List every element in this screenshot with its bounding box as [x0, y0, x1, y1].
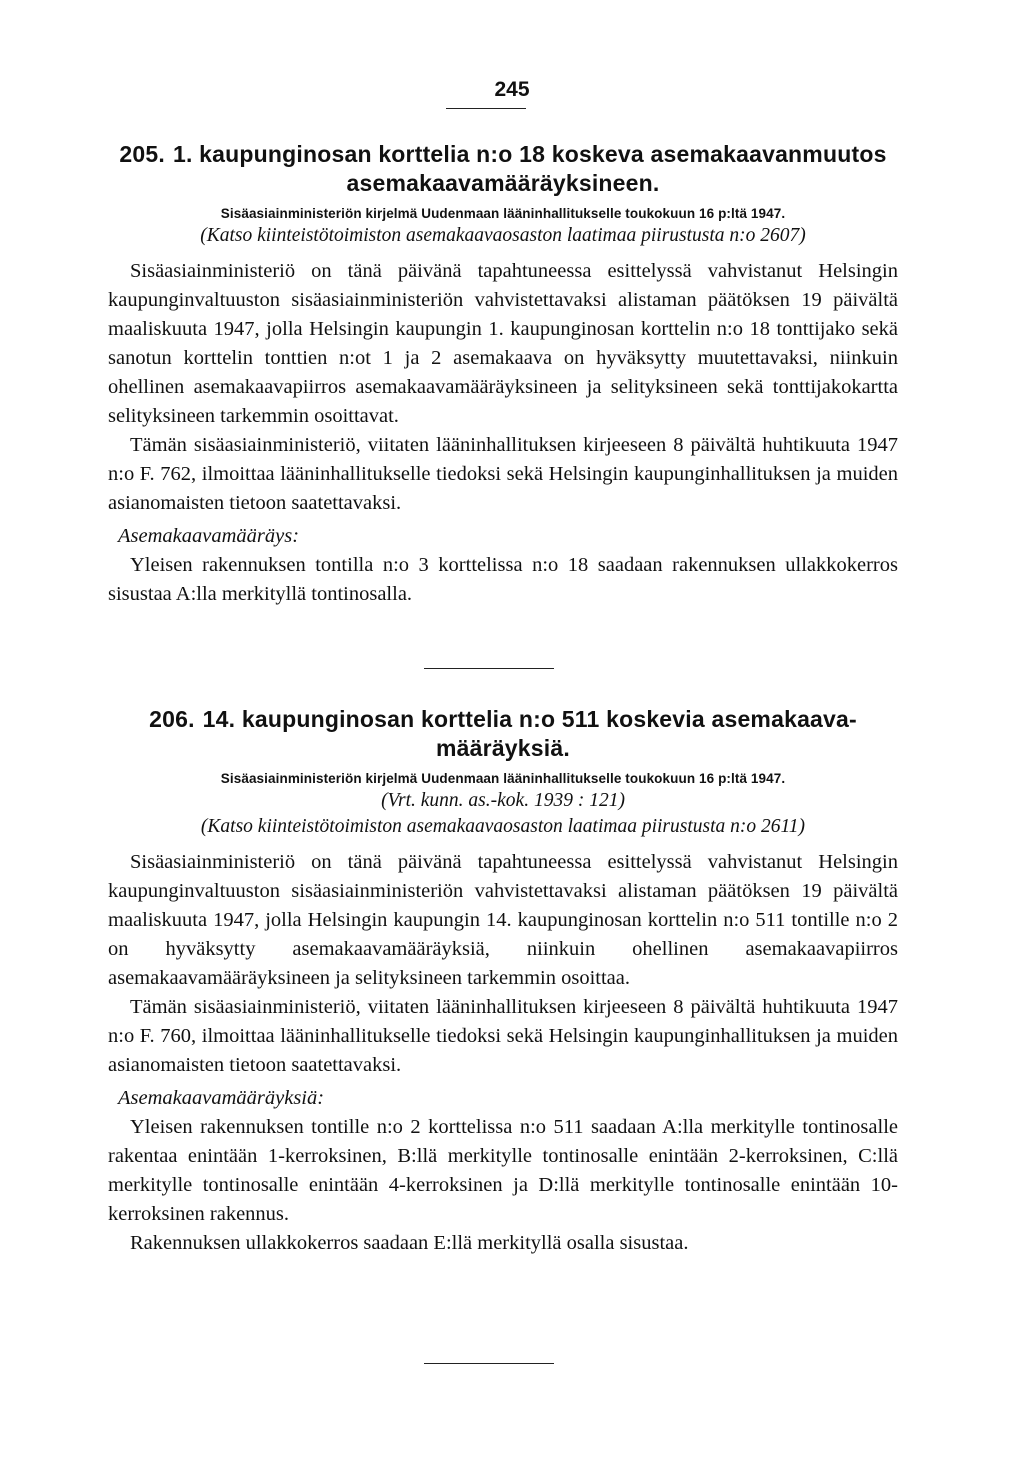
source-line: Sisäasiainministeriön kirjelmä Uudenmaan lääninhallitukselle toukokuun 16 p:ltä 1947. [220, 206, 786, 221]
paragraph: Tämän sisäasiainministeriö, viitaten lääninhallituksen kirjeeseen 8 päivältä huhtikuuta 1947 n:o F. 760, ilmoittaa lääninhallitukselle tiedoksi sekä Helsingin kaupunginhallituksen ja muiden asianomaisten tietoon saatettavaksi. [108, 996, 898, 1076]
paragraph: Yleisen rakennuksen tontille n:o 2 korttelissa n:o 511 saadaan A:lla merkitylle tontinosalle rakentaa enintään 1-kerroksinen, B:llä merkitylle tontinosalle enintään 2-kerroksinen, C:llä merkitylle tontinosalle enintään 4-kerroksinen ja D:llä merkitylle tontinosalle enintään 10-kerroksinen rakennus. [108, 1116, 898, 1225]
section-title-line1: 14. kaupunginosan korttelia n:o 511 koskevia asemakaava- [202, 706, 857, 732]
section-title-line1: 1. kaupunginosan korttelia n:o 18 koskeva asemakaavanmuutos [173, 141, 887, 167]
section-number: 206. [149, 706, 195, 732]
paragraph: Sisäasiainministeriö on tänä päivänä tapahtuneessa esittelyssä vahvistanut Helsingin kaupunginvaltuuston sisäasiainministeriön vahvistettavaksi alistaman päätöksen 19 päivältä maaliskuuta 1947, jolla Helsingin kaupungin 14. kaupunginosan korttelin n:o 511 tontille n:o 2 on hyväksytty asemakaavamääräyksiä, niinkuin ohellinen asemakaavapiirros asemakaavamääräyksineen ja selityksineen tarkemmin osoittaa. [108, 851, 898, 989]
section-divider [424, 1363, 554, 1364]
comparison-reference: (Vrt. kunn. as.-kok. 1939 : 121) [381, 790, 625, 811]
paragraph: Sisäasiainministeriö on tänä päivänä tapahtuneessa esittelyssä vahvistanut Helsingin kaupunginvaltuuston sisäasiainministeriön vahvistettavaksi alistaman päätöksen 19 päivältä maaliskuuta 1947, jolla Helsingin kaupungin 1. kaupunginosan korttelin n:o 18 tonttijako sekä sanotun korttelin tonttien n:ot 1 ja 2 asemakaava on hyväksytty muutettavaksi, niinkuin ohellinen asemakaavapiirros asemakaavamääräyksineen ja selityksineen sekä tonttijakokartta selityksineen tarkemmin osoittavat. [108, 260, 898, 427]
paragraph: Tämän sisäasiainministeriö, viitaten lääninhallituksen kirjeeseen 8 päivältä huhtikuuta 1947 n:o F. 762, ilmoittaa lääninhallitukselle tiedoksi sekä Helsingin kaupunginhallituksen ja muiden asianomaisten tietoon saatettavaksi. [108, 434, 898, 514]
regulation-heading: Asemakaavamääräyksiä: [118, 1087, 325, 1109]
section-divider [424, 668, 554, 669]
drawing-reference: (Katso kiinteistötoimiston asemakaavaosaston laatimaa piirustusta n:o 2611) [200, 816, 806, 837]
source-line: Sisäasiainministeriön kirjelmä Uudenmaan lääninhallitukselle toukokuun 16 p:ltä 1947. [220, 771, 786, 786]
section-number: 205. [119, 141, 165, 167]
section-title-line2: määräyksiä. [436, 735, 570, 761]
drawing-reference: (Katso kiinteistötoimiston asemakaavaosaston laatimaa piirustusta n:o 2607) [200, 225, 806, 246]
paragraph: Rakennuksen ullakkokerros saadaan E:llä merkityllä osalla sisustaa. [130, 1232, 689, 1254]
section-body [108, 257, 898, 609]
section-205 [108, 140, 898, 609]
regulation-heading: Asemakaavamääräys: [118, 525, 300, 547]
section-title [108, 140, 898, 198]
page-number-underline [446, 108, 526, 109]
page-number: 245 [494, 78, 530, 101]
paragraph: Yleisen rakennuksen tontilla n:o 3 korttelissa n:o 18 saadaan rakennuksen ullakkokerros sisustaa A:lla merkityllä tontinosalla. [108, 554, 898, 605]
section-title [108, 705, 898, 763]
section-206 [108, 705, 898, 1258]
section-title-line2: asemakaavamääräyksineen. [346, 170, 660, 196]
section-body [108, 848, 898, 1258]
